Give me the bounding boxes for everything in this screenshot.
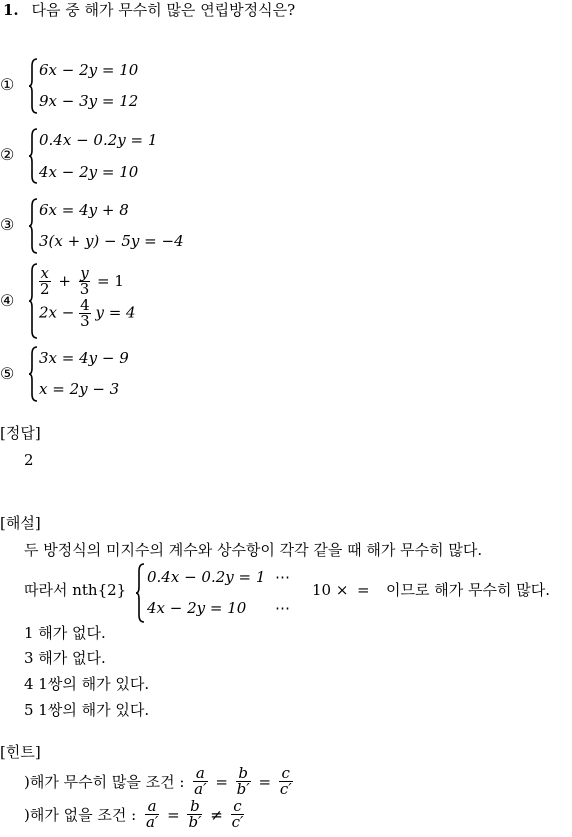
explanation-line-6: 5 1쌍의 해가 있다. <box>24 701 150 719</box>
explanation-prefix: 따라서 nth{2} <box>24 581 127 599</box>
left-brace-icon <box>28 346 38 402</box>
fraction: $\frac{x}{2}$ <box>40 264 50 298</box>
option-marker: ③ <box>0 215 15 234</box>
fraction: $\frac{b}{b'}$ <box>236 764 250 798</box>
explanation-line-3: 1 해가 없다. <box>24 624 106 642</box>
hint-line-1: )해가 무수히 많을 조건 : $\frac{a}{a'}$ = $\frac{b}{b'}$ = $\frac{c}{c'}$ <box>24 764 292 798</box>
hint-prefix: )해가 없을 조건 : <box>24 806 137 824</box>
hint-heading: [힌트] <box>0 743 41 761</box>
equation-1: 0.4x − 0.2y = 1 <box>39 131 158 149</box>
left-brace-icon <box>135 563 145 623</box>
equation-2: 3(x + y) − 5y = −4 <box>39 232 184 250</box>
hint-line-2: )해가 없을 조건 : $\frac{a}{a'}$ = $\frac{b}{b'}$ ≠ $\frac{c}{c'}$ <box>24 797 244 831</box>
equation-1: $\frac{x}{2}$ + $\frac{y}{3}$ = 1 <box>40 264 124 298</box>
fraction: $\frac{c}{c'}$ <box>231 797 244 831</box>
explanation-suffix: 이므로 해가 무수히 많다. <box>386 581 550 599</box>
explanation-line-1: 두 방정식의 미지수의 계수와 상수항이 각각 같을 때 해가 무수히 많다. <box>24 541 483 559</box>
explanation-heading: [해설] <box>0 514 41 532</box>
option-marker: ② <box>0 145 15 164</box>
equation-2: 9x − 3y = 12 <box>39 92 139 110</box>
left-brace-icon <box>28 198 38 254</box>
equation-2: 4x − 2y = 10 <box>39 163 139 181</box>
answer-value: 2 <box>24 451 34 469</box>
option-marker: ④ <box>0 291 15 310</box>
answer-heading: [정답] <box>0 424 41 442</box>
question-header <box>3 3 295 18</box>
equation-1: 3x = 4y − 9 <box>39 349 129 367</box>
fraction: $\frac{4}{3}$ <box>80 296 90 330</box>
question-text: 다음 중 해가 무수히 많은 연립방정식은? <box>31 1 296 19</box>
explanation-line-5: 4 1쌍의 해가 있다. <box>24 675 150 693</box>
option-marker: ① <box>0 75 15 94</box>
left-brace-icon <box>28 263 38 339</box>
question-number: 1. <box>3 1 19 19</box>
fraction: $\frac{b}{b'}$ <box>188 797 202 831</box>
left-brace-icon <box>28 58 38 114</box>
fraction: $\frac{a}{a'}$ <box>145 797 159 831</box>
equals-sign: = <box>357 581 370 599</box>
fraction: $\frac{y}{3}$ <box>79 264 90 298</box>
explanation-line-4: 3 해가 없다. <box>24 649 106 667</box>
equation-1: 6x = 4y + 8 <box>39 201 129 219</box>
equation-1: 6x − 2y = 10 <box>39 61 139 79</box>
fraction: $\frac{a}{a'}$ <box>194 764 207 798</box>
option-marker: ⑤ <box>0 364 15 383</box>
left-brace-icon <box>28 128 38 184</box>
system-equation-1: 0.4x − 0.2y = 1 <box>147 568 266 586</box>
hint-prefix: )해가 무수히 많을 조건 : <box>24 773 185 791</box>
ellipsis: ⋯ <box>275 599 290 617</box>
system-equation-2: 4x − 2y = 10 <box>147 599 247 617</box>
ellipsis: ⋯ <box>275 568 290 586</box>
equation-2: 2x − $\frac{4}{3}$ y = 4 <box>39 296 136 330</box>
multiplier-text: 10 × <box>312 581 349 599</box>
equation-2: x = 2y − 3 <box>39 380 120 398</box>
fraction: $\frac{c}{c'}$ <box>279 764 292 798</box>
